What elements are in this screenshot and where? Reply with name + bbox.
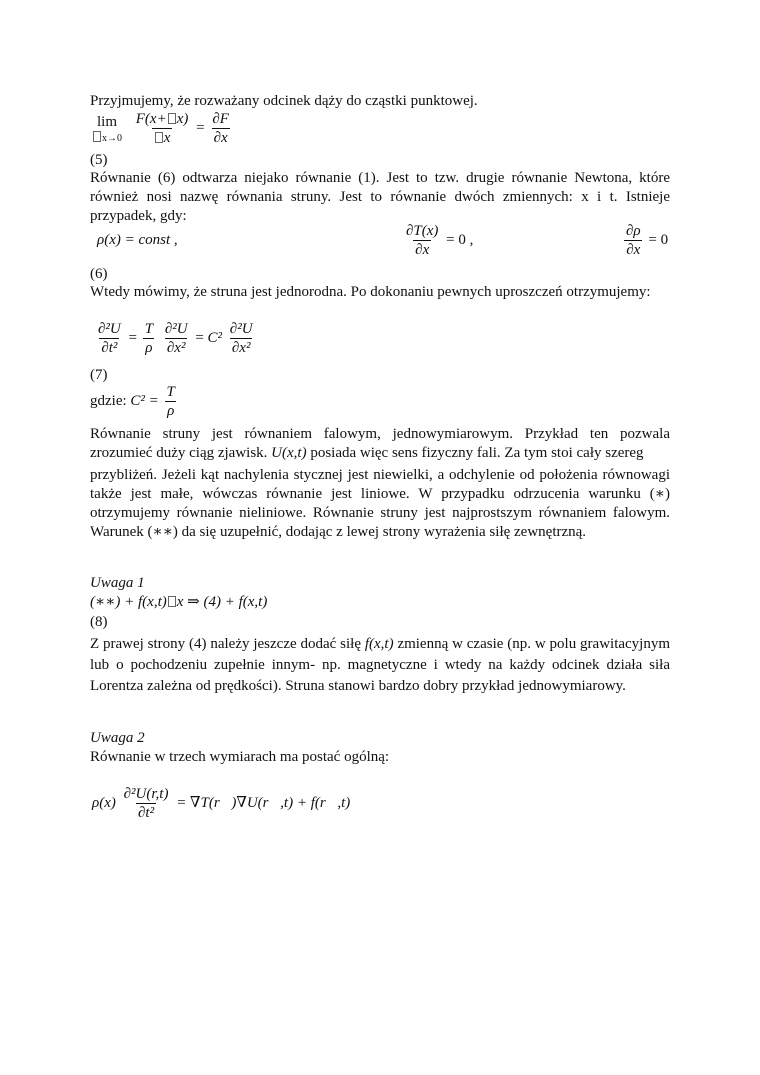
eq6c-denominator: ∂x [626, 242, 641, 258]
paragraph-force-a: Z prawej strony (4) należy jeszcze dodać siłę [90, 636, 361, 652]
equation-6a: ρ(x) = const , [97, 232, 178, 248]
eq6b-denominator: ∂x [415, 242, 430, 258]
eq6c-numerator: ∂ρ [626, 223, 641, 239]
equation-6c [622, 222, 668, 259]
eq7-left-denominator: ∂t² [101, 340, 118, 356]
paragraph-3d: Równanie w trzech wymiarach ma postać ogólną: [90, 749, 390, 765]
equation-number-6: (6) [90, 266, 108, 282]
eq5-denominator: x [163, 130, 171, 146]
placeholder-box [93, 131, 101, 142]
eq7-c-squared: C² [207, 329, 223, 346]
paragraph-force-b: zmienną w czasie (np. w polu grawitacyjnym lub o pochodzeniu zupełnie innym- np. magnetyczne i wtedy na każdy odcinek działa siła Lorentza zależna od prędkości). Struna stanowi bardzo dobry przykład jednowymiarowy. [90, 636, 671, 694]
paragraph-wave-b: posiada więc sens fizyczny fali. Za tym stoi cały szereg [310, 445, 644, 461]
eq8-left: (∗∗) + f(x,t) [90, 594, 167, 610]
lim-label: lim [96, 113, 117, 130]
paragraph-uniform: Wtedy mówimy, że struna jest jednorodna. Po dokonaniu pewnych uproszczeń otrzymujemy: [90, 284, 651, 300]
equation-7: $\frac{\text{∂²U}}{\text{∂t²}}$ = $\frac{T}{\rho}$ $\frac{\text{∂²U}}{\text{∂x²}}$ = C² $\frac{\text{∂²U}}{\text{∂x²}}$ [98, 321, 253, 356]
gdzie-lhs: C² = [130, 392, 159, 409]
eq9-denominator: ∂t² [137, 805, 155, 821]
eq7-right-denominator: ∂x² [231, 340, 251, 356]
note-2-title: Uwaga 2 [90, 730, 145, 746]
gdzie-numerator: T [166, 384, 175, 400]
equation-8 [90, 592, 267, 611]
eq7-left-numerator: ∂²U [98, 321, 121, 337]
gdzie-denominator: ρ [167, 403, 175, 419]
eq7-mid-numerator: ∂²U [164, 321, 188, 337]
lim-subscript: x→0 [102, 132, 122, 144]
eq5-numerator-tail: x) [176, 111, 189, 127]
eq5-numerator: F(x+ [135, 111, 167, 127]
paragraph-newton: Równanie (6) odtwarza niejako równanie (1). Jest to tzw. drugie równanie Newtona, które również nosi nazwę równania struny. Jest to równanie dwóch zmiennych: x i t. Istnieje przypadek, gdy: [90, 170, 670, 224]
equation-number-5: (5) [90, 152, 108, 168]
equation-5: lim x→0 $\frac{F(x+ x)}{x}$ = $\frac{\partial F}{\partial x}$ [92, 110, 233, 147]
eq7-tension: T [144, 321, 154, 337]
eq7-mid-denominator: ∂x² [166, 340, 186, 356]
eq7-density: ρ [145, 340, 153, 356]
equation-6b [402, 222, 473, 259]
eq6c-rhs: = 0 [648, 231, 669, 248]
eq7-right-numerator: ∂²U [229, 321, 253, 337]
eq6b-rhs: = 0 , [446, 231, 474, 248]
eq5-rhs-numerator: ∂F [212, 111, 229, 127]
gdzie-label: gdzie: [90, 392, 127, 409]
u-of-xt: U(x,t) [271, 445, 307, 461]
equation-number-8: (8) [90, 614, 108, 630]
note-1-title: Uwaga 1 [90, 575, 145, 591]
f-of-xt: f(x,t) [364, 636, 394, 652]
paragraph-approximations: przybliżeń. Jeżeli kąt nachylenia stycznej jest niewielki, a odchylenie od położenia równowagi także jest małe, wówczas równanie jest liniowe. W przypadku odrzucenia warunku (∗) otrzymujemy równanie nieliniowe. Równanie struny jest najprostszym równaniem falowym. Warunek (∗∗) da się uzupełnić, dodając z lewej strony wyrażenia siłę zewnętrzną. [90, 467, 670, 540]
eq5-rhs-denominator: ∂x [213, 130, 228, 146]
paragraph-wave-a: Równanie struny jest równaniem falowym, jednowymiarowym. Przykład ten pozwala zrozumieć duży ciąg zjawisk. [90, 426, 670, 461]
eq9-numerator: ∂²U(r,t) [123, 786, 169, 802]
gdzie-line [90, 383, 179, 420]
eq8-right: x ⇒ (4) + f(x,t) [176, 594, 268, 610]
eq9-rho: ρ(x) [92, 794, 116, 811]
equation-3d [92, 785, 350, 822]
eq9-rhs: = ∇T(r⃗)∇U(r⃗,t) + f(r⃗,t) [176, 794, 351, 811]
eq6b-numerator: ∂T(x) [406, 223, 439, 239]
paragraph-intro: Przyjmujemy, że rozważany odcinek dąży do cząstki punktowej. [90, 93, 478, 109]
paragraph-wave [90, 425, 670, 463]
paragraph-force [90, 634, 670, 697]
equation-number-7: (7) [90, 367, 108, 383]
